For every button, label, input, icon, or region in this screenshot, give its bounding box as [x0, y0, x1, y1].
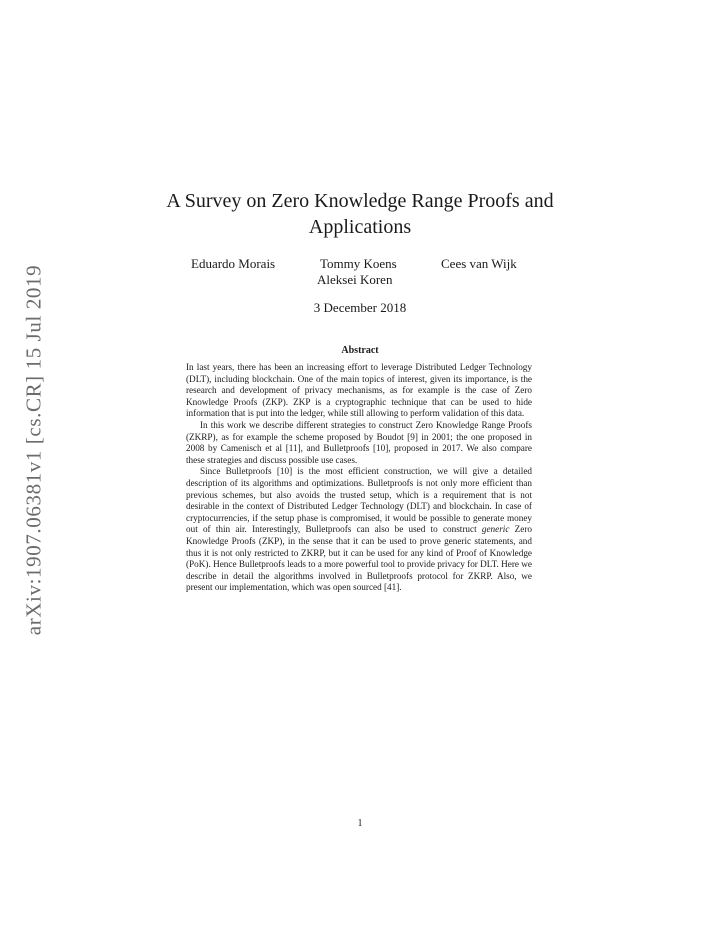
author-name: Cees van Wijk — [441, 256, 517, 271]
paper-title — [0, 188, 720, 240]
abstract-paragraph: In last years, there has been an increasing effort to leverage Distributed Ledger Technology (DLT), including blockchain. One of the main topics of interest, given its importance, is the research and development of privacy mechanisms, as for example is the case of Zero Knowledge Proofs (ZKP). ZKP is a cryptographic technique that can be used to hide information that is put into the ledger, while still allowing to perform validation of this data. — [186, 362, 532, 419]
abstract-paragraph: In this work we describe different strategies to construct Zero Knowledge Range Proofs (ZKRP), as for example the scheme proposed by Boudot [9] in 2001; the one proposed in 2008 by Camenisch et al [11], and Bulletproofs [10], proposed in 2017. We also compare these strategies and discuss possible use cases. — [186, 419, 532, 465]
title-line-1: A Survey on Zero Knowledge Range Proofs and — [166, 190, 554, 212]
abstract-emphasis: generic — [481, 524, 510, 535]
author-name: Aleksei Koren — [317, 272, 393, 287]
arxiv-identifier-stamp: arXiv:1907.06381v1 [cs.CR] 15 Jul 2019 — [21, 264, 46, 636]
title-line-2: Applications — [308, 216, 412, 238]
abstract-paragraph — [186, 466, 532, 594]
abstract-heading: Abstract — [341, 345, 379, 356]
abstract-body — [186, 362, 532, 594]
author-name: Eduardo Morais — [191, 256, 276, 271]
author-name: Tommy Koens — [320, 256, 397, 271]
abstract-text: Since Bulletproofs [10] is the most efficient construction, we will give a detailed description of its algorithms and optimizations. Bulletproofs is not only more efficient than previous schemes, but also avoids the trusted setup, which is a requirement that is not desirable in the context of Distributed Ledger Technology (DLT) and blockchain. In case of cryptocurrencies, if the setup phase is compromised, it would be possible to generate money out of thin air. Interestingly, Bulletproofs can also be used to construct — [186, 466, 532, 535]
page-number: 1 — [357, 818, 363, 829]
abstract-text: Zero Knowledge Proofs (ZKP), in the sense that it can be used to prove generic statements, and thus it is not only restricted to ZKRP, but it can be used for any kind of Proof of Knowledge (PoK). Hence Bulletproofs leads to a more powerful tool to provide privacy for DLT. Here we describe in detail the algorithms involved in Bulletproofs protocol for ZKRP. Also, we present our implementation, which was open sourced [41]. — [186, 524, 532, 593]
publication-date: 3 December 2018 — [313, 300, 407, 315]
